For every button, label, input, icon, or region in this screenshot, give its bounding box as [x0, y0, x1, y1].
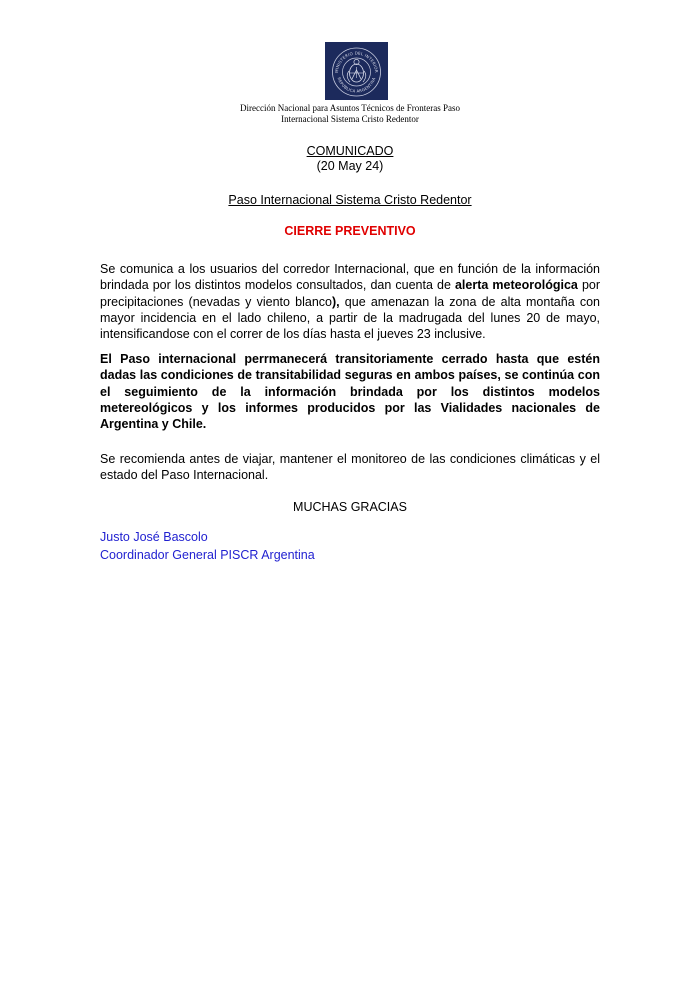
paso-label: Paso Internacional Sistema Cristo Redentor	[228, 193, 472, 207]
paragraph-recommendation: Se recomienda antes de viajar, mantener el monitoreo de las condiciones climáticas y el estado del Paso Internacional.	[100, 452, 600, 483]
alert-bold-paren: ),	[331, 294, 340, 309]
paragraph-alert-part-a: Se comunica a los usuarios del corredor Internacional, que en función de la información brindada por los distintos modelos consultados, dan cuenta de	[100, 262, 600, 293]
ministry-seal-logo	[325, 42, 388, 100]
seal-top-text: MINISTERIO DEL INTERIOR	[333, 50, 380, 74]
signature-name: Justo José Bascolo	[100, 530, 208, 544]
paragraph-alert-part-b: por precipitaciones (nevadas y viento blanco	[100, 278, 601, 309]
paragraph-closure: El Paso internacional perrmanecerá transitoriamente cerrado hasta que estén dadas las condiciones de transitabilidad seguras en ambos países, se continúa con el seguimiento de la información brindada por los distintos modelos metereológicos y los informes producidos por las Vialidades nacionales de Argentina y Chile.	[100, 352, 600, 432]
cierre-preventivo-heading: CIERRE PREVENTIVO	[284, 224, 416, 238]
paragraph-alert-part-c: que amenazan la zona de alta montaña con mayor incidencia en el lado chileno, a partir de la madrugada del lunes 20 de mayo, intensificandose con el correr de los días hasta el jueves 23 inclusive.	[100, 294, 600, 342]
comunicado-title	[0, 144, 700, 159]
paso-heading	[0, 193, 700, 208]
signature-title: Coordinador General PISCR Argentina	[100, 548, 315, 562]
header-line-2: Internacional Sistema Cristo Redentor	[281, 114, 419, 124]
thanks-text: MUCHAS GRACIAS	[293, 500, 407, 514]
comunicado-date: (20 May 24)	[316, 159, 384, 173]
alert-bold-text: alerta meteorológica	[454, 278, 578, 293]
comunicado-label: COMUNICADO	[306, 144, 394, 158]
header-line-1: Dirección Nacional para Asuntos Técnicos de Fronteras Paso	[239, 103, 461, 113]
institution-header	[0, 103, 700, 125]
seal-bottom-text: REPÚBLICA ARGENTINA	[336, 76, 377, 94]
paragraph-alert	[100, 261, 600, 342]
